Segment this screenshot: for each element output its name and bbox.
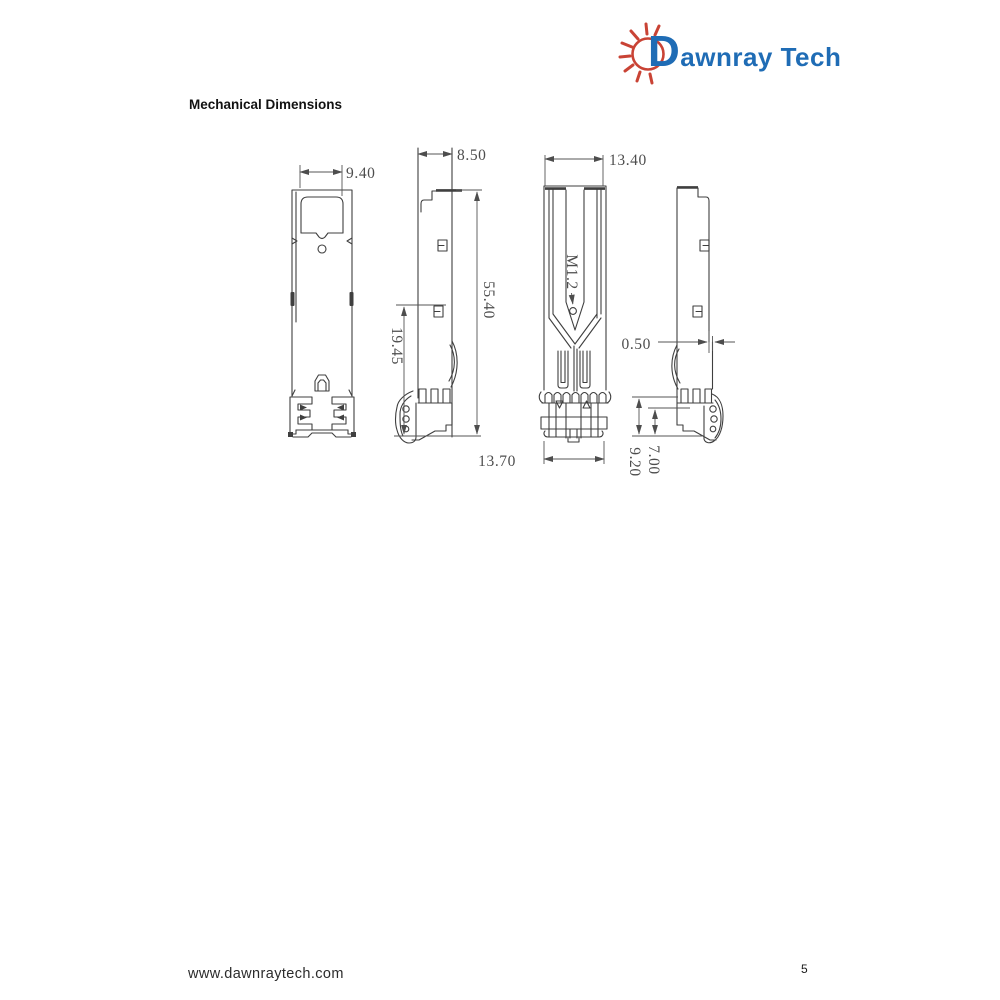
view-front <box>288 190 356 437</box>
view-bottom <box>539 186 610 442</box>
view-side-left <box>396 148 463 443</box>
dim-latch-length-label: 19.45 <box>388 327 405 365</box>
dim-body-width-label: 13.40 <box>609 152 647 169</box>
dim-pin-depth-inner-label: 7.00 <box>645 445 662 475</box>
dim-overall-length-label: 55.40 <box>480 281 497 319</box>
dimension-annotations <box>300 147 735 477</box>
dim-side-top-width-label: 8.50 <box>457 147 487 164</box>
dim-overall-length <box>394 190 497 436</box>
dim-pin-depth-inner <box>645 408 690 475</box>
brand-text: Dawnray Tech <box>648 27 842 76</box>
dim-front-width-label: 9.40 <box>346 165 376 182</box>
dim-latch-length <box>388 305 446 434</box>
dim-connector-width-label: 13.70 <box>478 453 516 470</box>
dim-edge-offset-label: 0.50 <box>621 336 651 353</box>
dim-front-width <box>300 165 376 196</box>
page-title: Mechanical Dimensions <box>189 97 343 112</box>
footer-website: www.dawnraytech.com <box>188 966 344 982</box>
footer-page-number: 5 <box>801 962 808 976</box>
dim-screw-thread-label: M1.2 <box>563 254 580 290</box>
dim-pin-depth-outer-label: 9.20 <box>626 447 643 477</box>
dim-connector-width <box>478 441 604 470</box>
dim-pin-depth-outer <box>626 397 702 477</box>
dim-body-width <box>545 152 647 186</box>
view-side-right <box>672 187 723 442</box>
